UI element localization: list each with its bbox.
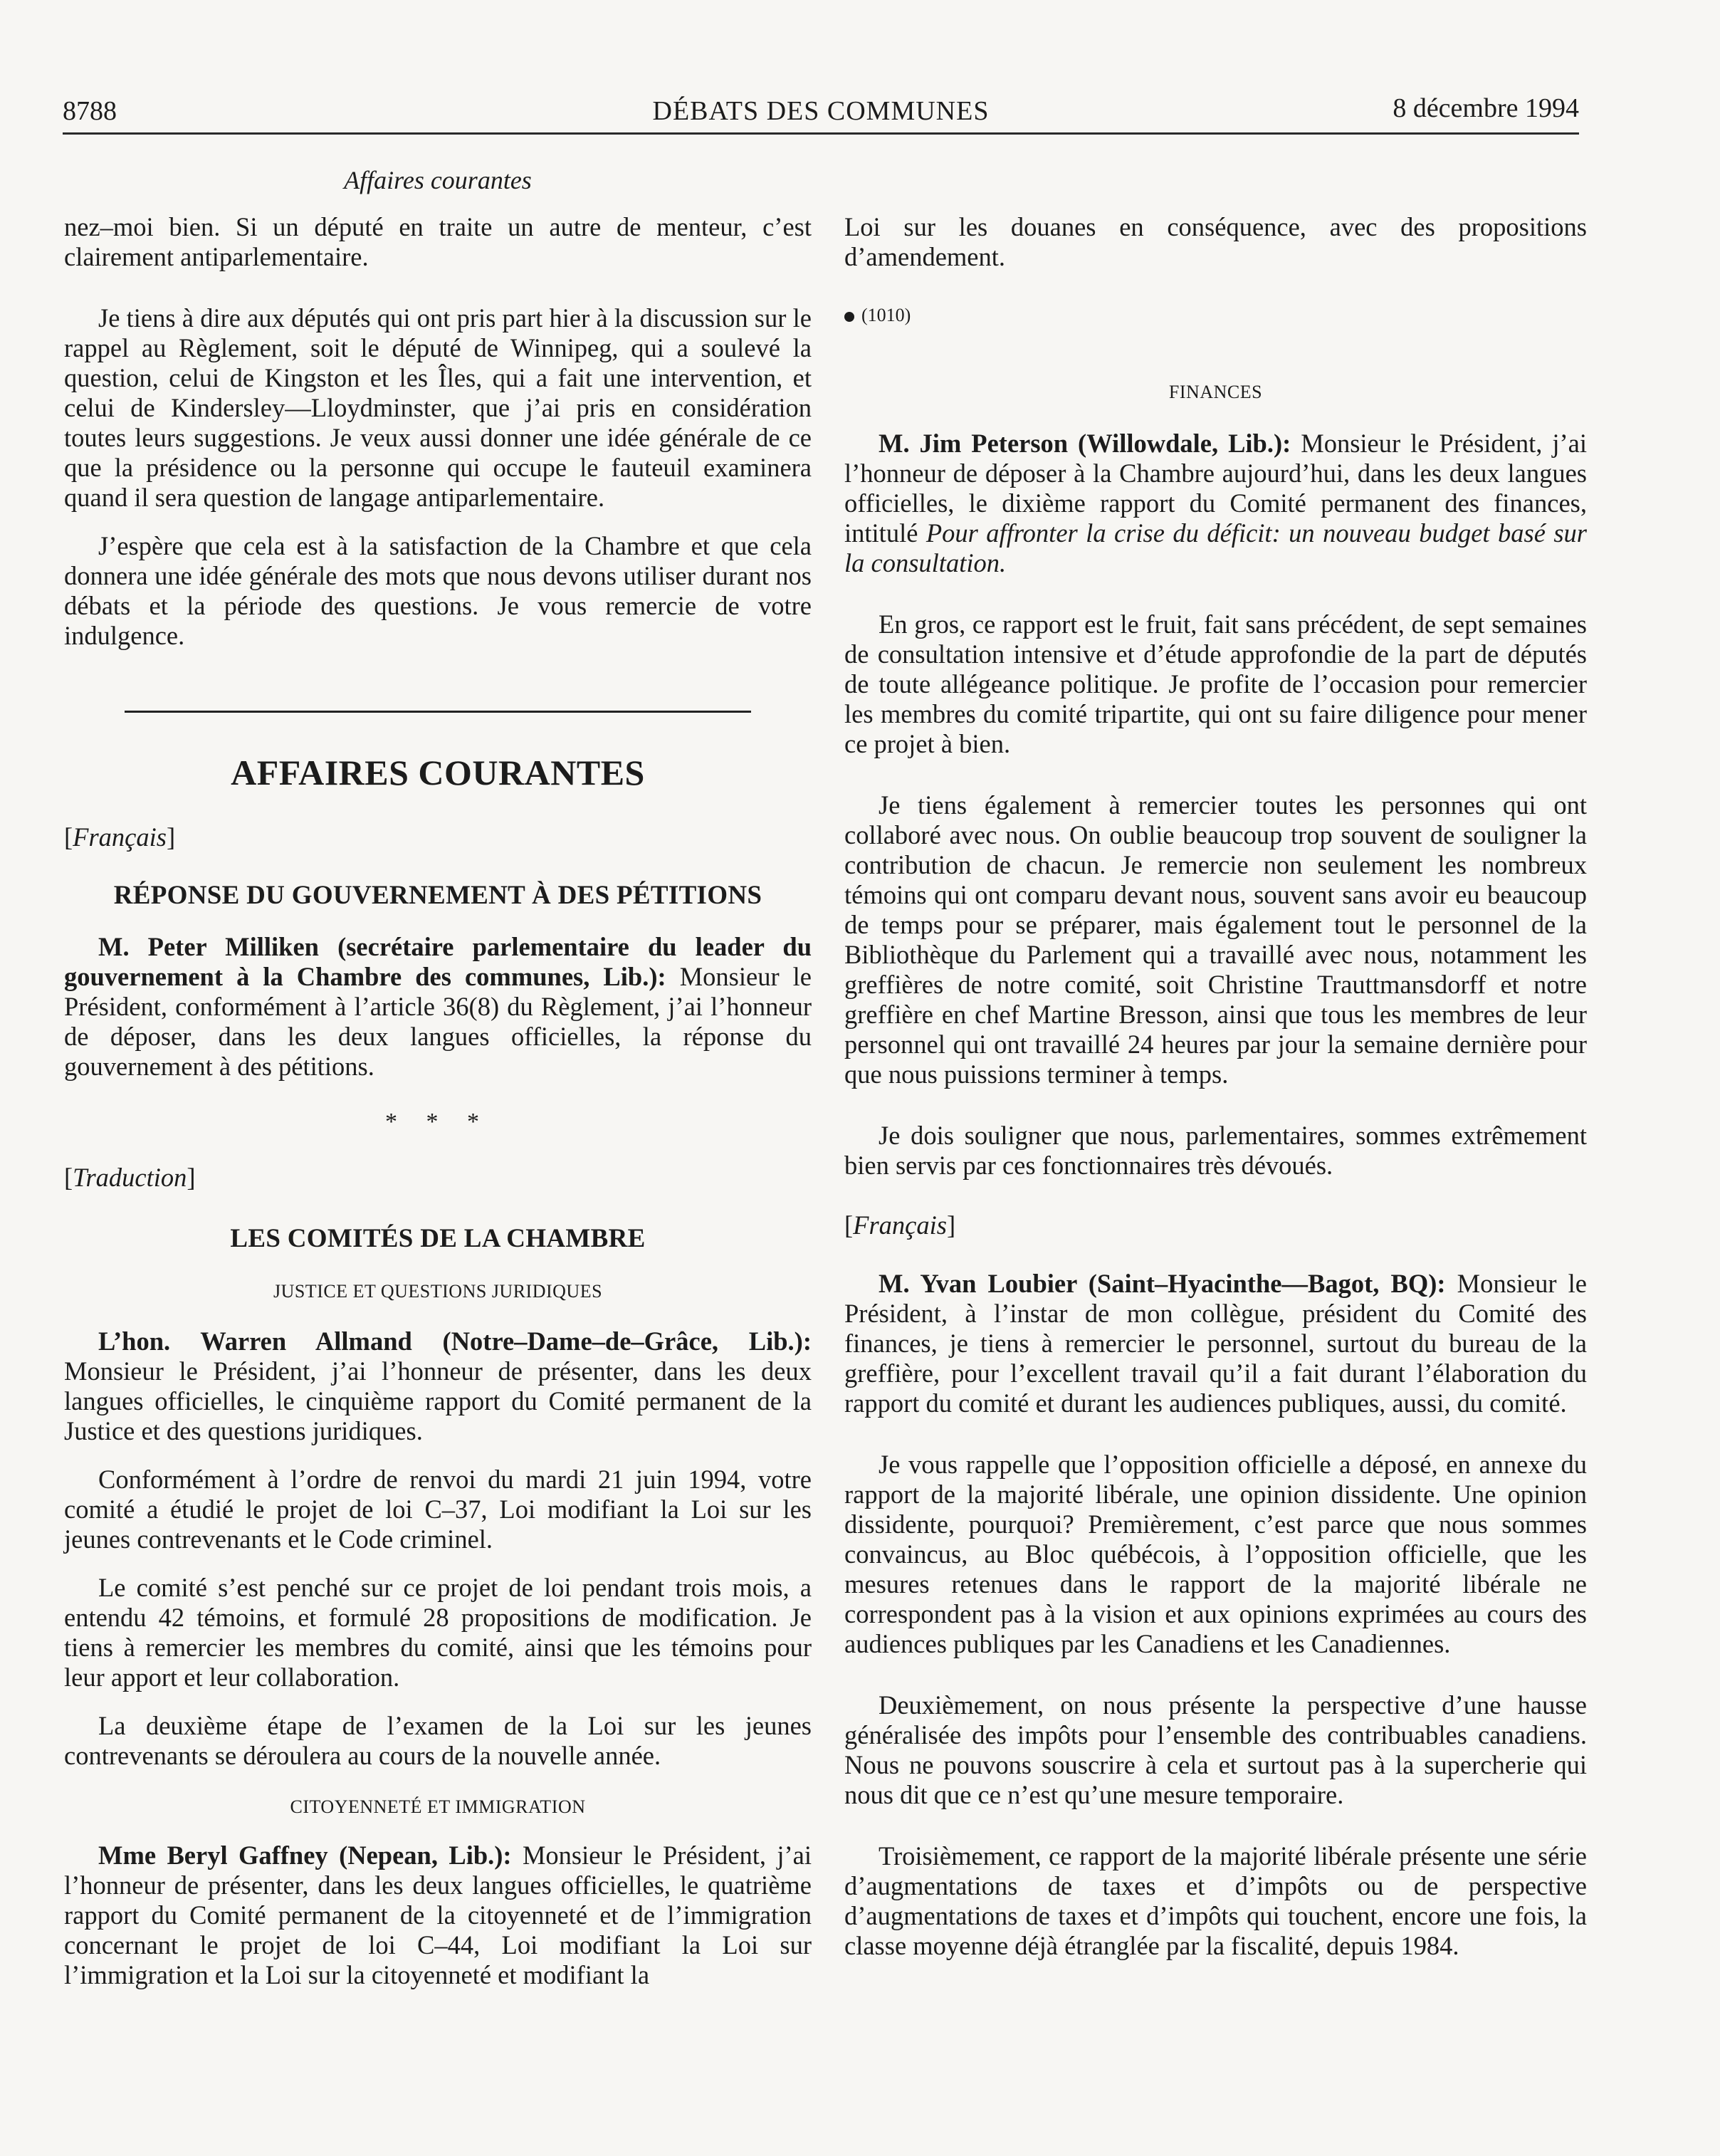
speaker-name: M. Jim Peterson (Willowdale, Lib.): (879, 429, 1291, 458)
subheading-citoyennete: CITOYENNETÉ ET IMMIGRATION (290, 1796, 586, 1817)
running-section-title: Affaires courantes (344, 166, 532, 194)
paragraph-deuxieme-etape: La deuxième étape de l’examen de la Loi sur les jeunes contrevenants se déroulera au cours de la nouvelle année. (64, 1711, 812, 1770)
language-marker: [Français] (64, 822, 176, 852)
page-header (63, 87, 1579, 135)
bullet-icon (844, 312, 854, 322)
language-marker: [Traduction] (64, 1163, 196, 1192)
paragraph-douanes: Loi sur les douanes en conséquence, avec des propositions d’amendement. (844, 212, 1587, 271)
speaker-name: Mme Beryl Gaffney (Nepean, Lib.): (98, 1841, 512, 1870)
speaker-name: L’hon. Warren Allmand (Notre–Dame–de–Grâce, Lib.): (98, 1326, 812, 1356)
time-marker: (1010) (844, 300, 1587, 330)
speaker-name: M. Peter Milliken (secrétaire parlementaire du leader du gouvernement à la Chambre des communes, Lib.): (64, 932, 812, 991)
section-divider (125, 711, 751, 713)
speech-peterson: M. Jim Peterson (Willowdale, Lib.): Monsieur le Président, j’ai l’honneur de déposer à la Chambre aujourd’hui, dans les deux langues officielles, le dixième rapport du Comité permanent des finances, intitulé Pour affronter la crise du déficit: un nouveau budget basé sur la consultation. (844, 429, 1587, 577)
speaker-name: M. Yvan Loubier (Saint–Hyacinthe—Bagot, BQ): (879, 1269, 1446, 1298)
heading-committees: LES COMITÉS DE LA CHAMBRE (230, 1224, 646, 1253)
paragraph-satisfaction: J’espère que cela est à la satisfaction de la Chambre et que cela donnera une idée générale des mots que nous devons utiliser durant nos débats et la période des questions. Je vous remercie de votre indulgence. (64, 531, 812, 650)
paragraph-rappel: Je tiens à dire aux députés qui ont pris part hier à la discussion sur le rappel au Règlement, soit le député de Winnipeg, qui a soulevé la question, celui de Kingston et les Îles, qui a fait une intervention, et celui de Kindersley—Lloydminster, que j’ai pris en considération toutes leurs suggestions. Je veux aussi donner une idée générale de ce que la présidence ou la personne qui occupe le fauteuil examinera quand il sera question de langage antiparlementaire. (64, 303, 812, 512)
section-heading: AFFAIRES COURANTES (231, 753, 645, 792)
paragraph-remercier: Je tiens également à remercier toutes les personnes qui ont collaboré avec nous. On oublie beaucoup trop souvent de souligner la contribution de chacun. Je remercie non seulement les nombreux témoins qui ont comparu devant nous, souvent sans avoir eu beaucoup de temps pour se préparer, mais également tout le personnel de la Bibliothèque du Parlement qui a travaillé avec nous, notamment les greffières de notre comité, soit Christine Trauttmansdorff et notre greffière en chef Martine Bresson, ainsi que tous les membres de leur personnel qui ont travaillé 24 heures par jour la semaine dernière pour que nous puissions terminer à temps. (844, 790, 1587, 1089)
paragraph-comite: Le comité s’est penché sur ce projet de loi pendant trois mois, a entendu 42 témoins, et formulé 28 propositions de modification. Je tiens à remercier les membres du comité, ainsi que les témoins pour leur apport et leur collaboration. (64, 1573, 812, 1692)
page-number: 8788 (63, 96, 117, 126)
publication-title: DÉBATS DES COMMUNES (652, 96, 990, 126)
paragraph-ordre: Conformément à l’ordre de renvoi du mardi 21 juin 1994, votre comité a étudié le projet de loi C–37, Loi modifiant la Loi sur les jeunes contrevenants et le Code criminel. (64, 1465, 812, 1554)
speech-gaffney: Mme Beryl Gaffney (Nepean, Lib.): Monsieur le Président, j’ai l’honneur de présenter, dans les deux langues officielles, le quatrième rapport du Comité permanent de la citoyenneté et de l’immigration concernant le projet de loi C–44, Loi modifiant la Loi sur l’immigration et la Loi sur la citoyenneté et modifiant la (64, 1841, 812, 1989)
speech-allmand: L’hon. Warren Allmand (Notre–Dame–de–Grâce, Lib.): Monsieur le Président, j’ai l’honneur de présenter, dans les deux langues officielles, le cinquième rapport du Comité permanent de la Justice et des questions juridiques. (64, 1326, 812, 1445)
report-title: Pour affronter la crise du déficit: un nouveau budget basé sur la consultation. (844, 518, 1587, 577)
left-column (64, 212, 812, 1990)
paragraph-en-gros: En gros, ce rapport est le fruit, fait sans précédent, de sept semaines de consultation intensive et d’étude approfondie de la part de députés de toute allégeance politique. Je profite de l’occasion pour remercier les membres du comité tripartite, qui ont su faire diligence pour mener ce projet à bien. (844, 609, 1587, 758)
paragraph-deuxiemement: Deuxièmement, on nous présente la perspective d’une hausse généralisée des impôts pour l’ensemble des contribuables canadiens. Nous ne pouvons souscrire à cela et surtout pas à la supercherie qui nous dit que ce n’est qu’une mesure temporaire. (844, 1690, 1587, 1809)
right-column (844, 212, 1587, 1961)
speech-milliken: M. Peter Milliken (secrétaire parlementaire du leader du gouvernement à la Chambre des communes, Lib.): Monsieur le Président, conformément à l’article 36(8) du Règlement, j’ai l’honneur de déposer, dans les deux langues officielles, la réponse du gouvernement à des pétitions. (64, 932, 812, 1081)
paragraph-continued: nez–moi bien. Si un député en traite un autre de menteur, c’est clairement antiparlementaire. (64, 212, 812, 271)
paragraph-troisiemement: Troisièmement, ce rapport de la majorité libérale présente une série d’augmentations de taxes et d’impôts ou de perspective d’augmentations de taxes et d’impôts qui touchent, encore une fois, la classe moyenne déjà étranglée par la fiscalité, depuis 1984. (844, 1841, 1587, 1960)
separator-stars: * * * (385, 1109, 491, 1135)
subheading-finances: FINANCES (1168, 382, 1263, 402)
speech-loubier: M. Yvan Loubier (Saint–Hyacinthe—Bagot, BQ): Monsieur le Président, à l’instar de mon collègue, président du Comité des finances, je tiens à remercier le personnel, surtout du bureau de la greffière, pour l’excellent travail qu’il a fait durant l’élaboration du rapport du comité et durant les audiences publiques, aussi, du comité. (844, 1269, 1587, 1418)
paragraph-rappelle: Je vous rappelle que l’opposition officielle a déposé, en annexe du rapport de la majorité libérale, une opinion dissidente. Une opinion dissidente, pourquoi? Premièrement, c’est parce que nous sommes convaincus, au Bloc québécois, à l’opposition officielle, que les mesures retenues dans le rapport de la majorité libérale ne correspondent pas à la vision et aux opinions exprimées au cours des audiences publiques par les Canadiens et les Canadiennes. (844, 1450, 1587, 1658)
language-marker: [Français] (844, 1210, 956, 1240)
page-date: 8 décembre 1994 (1393, 93, 1579, 123)
subheading-justice: JUSTICE ET QUESTIONS JURIDIQUES (273, 1281, 603, 1302)
paragraph-souligner: Je dois souligner que nous, parlementaires, sommes extrêmement bien servis par ces fonctionnaires très dévoués. (844, 1121, 1587, 1180)
heading-petitions: RÉPONSE DU GOUVERNEMENT À DES PÉTITIONS (113, 881, 762, 910)
